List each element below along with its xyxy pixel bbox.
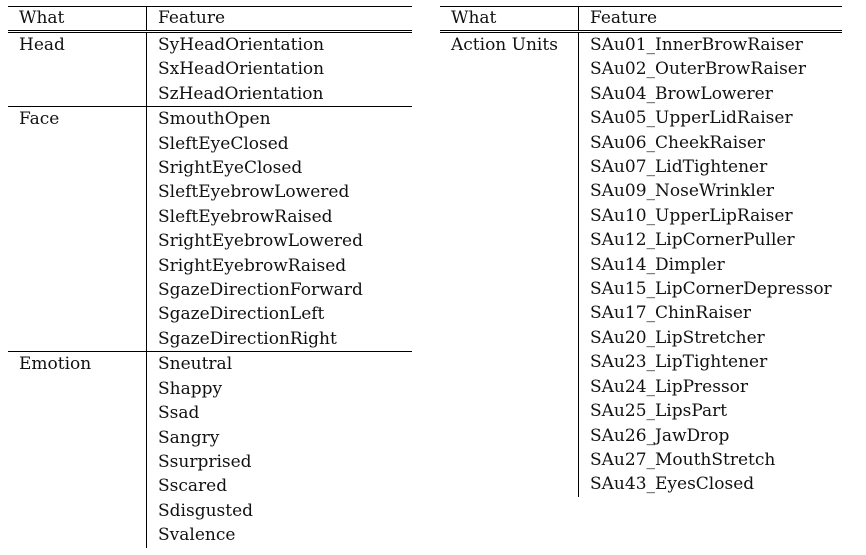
- feature-name: SAu43_EyesClosed: [579, 472, 843, 496]
- header-what: What: [8, 7, 147, 32]
- group-label: [440, 228, 579, 252]
- feature-name: SAu20_LipStretcher: [579, 326, 843, 350]
- feature-name: SAu07_LidTightener: [579, 155, 843, 179]
- feature-name: SAu09_NoseWrinkler: [579, 179, 843, 203]
- table-row: [440, 472, 842, 496]
- feature-name: SAu12_LipCornerPuller: [579, 228, 843, 252]
- table-row: [440, 179, 842, 203]
- table-row: [8, 426, 412, 450]
- feature-name: SrightEyebrowLowered: [147, 229, 413, 253]
- table-row: [8, 327, 412, 352]
- table-row: [8, 302, 412, 326]
- header-feature: Feature: [147, 7, 413, 32]
- feature-table-left: [8, 6, 412, 548]
- table-body: [8, 32, 412, 548]
- feature-name: SzHeadOrientation: [147, 82, 413, 107]
- feature-name: SmouthOpen: [147, 107, 413, 132]
- group-label: Face: [8, 107, 147, 132]
- feature-name: SAu17_ChinRaiser: [579, 301, 843, 325]
- table-row: [8, 156, 412, 180]
- table-row: [440, 424, 842, 448]
- table-row: [8, 377, 412, 401]
- group-label: [8, 132, 147, 156]
- table-body: [440, 32, 842, 497]
- table-row: [440, 448, 842, 472]
- table-row: [440, 204, 842, 228]
- table-row: [8, 254, 412, 278]
- feature-name: SAu10_UpperLipRaiser: [579, 204, 843, 228]
- feature-name: SAu04_BrowLowerer: [579, 82, 843, 106]
- table-row: [440, 82, 842, 106]
- table-row: [8, 352, 412, 377]
- group-label: Emotion: [8, 352, 147, 377]
- feature-name: Ssad: [147, 401, 413, 425]
- feature-name: Sscared: [147, 474, 413, 498]
- table-row: [440, 253, 842, 277]
- table-row: [8, 523, 412, 547]
- table-row: [8, 57, 412, 81]
- feature-name: SgazeDirectionLeft: [147, 302, 413, 326]
- table-row: [440, 155, 842, 179]
- feature-name: SAu24_LipPressor: [579, 375, 843, 399]
- feature-name: SrightEyeClosed: [147, 156, 413, 180]
- group-label: [8, 426, 147, 450]
- feature-table-right: [440, 6, 842, 497]
- group-label: [440, 131, 579, 155]
- feature-name: SAu14_Dimpler: [579, 253, 843, 277]
- feature-name: SAu06_CheekRaiser: [579, 131, 843, 155]
- group-label: [440, 277, 579, 301]
- group-label: [440, 448, 579, 472]
- feature-name: SgazeDirectionForward: [147, 278, 413, 302]
- feature-name: Sangry: [147, 426, 413, 450]
- group-label: [8, 82, 147, 107]
- table-row: [440, 399, 842, 423]
- feature-name: SleftEyebrowRaised: [147, 205, 413, 229]
- group-label: Head: [19, 35, 65, 55]
- group-label: [440, 253, 579, 277]
- group-label: [8, 180, 147, 204]
- group-label: [8, 327, 147, 352]
- feature-name: SyHeadOrientation: [147, 32, 413, 58]
- table-row: [440, 301, 842, 325]
- table-row: [440, 326, 842, 350]
- group-label: [440, 424, 579, 448]
- group-label: [440, 204, 579, 228]
- group-label: [440, 155, 579, 179]
- feature-name: Svalence: [147, 523, 413, 547]
- feature-name: SAu05_UpperLidRaiser: [579, 106, 843, 130]
- group-label: [440, 399, 579, 423]
- group-label: [8, 57, 147, 81]
- group-label: [440, 82, 579, 106]
- table-row: [440, 131, 842, 155]
- group-label: [440, 375, 579, 399]
- group-label: [8, 278, 147, 302]
- table-row: [440, 228, 842, 252]
- group-label: [440, 57, 579, 81]
- group-label: [8, 205, 147, 229]
- feature-name: SAu25_LipsPart: [579, 399, 843, 423]
- group-label: [8, 302, 147, 326]
- group-label: [8, 377, 147, 401]
- feature-name: SxHeadOrientation: [147, 57, 413, 81]
- feature-name: Sdisgusted: [147, 499, 413, 523]
- group-label: [8, 523, 147, 547]
- table-row: [8, 205, 412, 229]
- feature-name: SleftEyeClosed: [147, 132, 413, 156]
- feature-name: Ssurprised: [147, 450, 413, 474]
- table-row: [8, 82, 412, 107]
- group-label: [440, 326, 579, 350]
- header-feature: Feature: [579, 7, 843, 32]
- header-row: [440, 7, 842, 32]
- table-row: [8, 180, 412, 204]
- group-label: [440, 179, 579, 203]
- group-label: [8, 401, 147, 425]
- feature-name: SAu01_InnerBrowRaiser: [579, 32, 843, 58]
- feature-name: SAu27_MouthStretch: [579, 448, 843, 472]
- group-label: Action Units: [451, 35, 558, 55]
- feature-name: SrightEyebrowRaised: [147, 254, 413, 278]
- group-label: [8, 254, 147, 278]
- table-row: [8, 229, 412, 253]
- table-row: [8, 450, 412, 474]
- group-label: [8, 474, 147, 498]
- header-what: What: [440, 7, 579, 32]
- group-label: [8, 156, 147, 180]
- table-row: [8, 32, 412, 58]
- feature-name: Shappy: [147, 377, 413, 401]
- feature-name: Sneutral: [147, 352, 413, 377]
- table-row: [440, 32, 842, 58]
- table-row: [440, 106, 842, 130]
- table-row: [8, 278, 412, 302]
- feature-name: SgazeDirectionRight: [147, 327, 413, 352]
- table-row: [8, 132, 412, 156]
- feature-name: SAu23_LipTightener: [579, 350, 843, 374]
- feature-name: SAu15_LipCornerDepressor: [579, 277, 843, 301]
- table-row: [440, 57, 842, 81]
- feature-name: SAu02_OuterBrowRaiser: [579, 57, 843, 81]
- table-row: [8, 401, 412, 425]
- feature-name: SleftEyebrowLowered: [147, 180, 413, 204]
- header-row: [8, 7, 412, 32]
- group-label: [8, 499, 147, 523]
- group-label: [440, 472, 579, 496]
- group-label: [8, 229, 147, 253]
- group-label: [440, 106, 579, 130]
- table-row: [440, 277, 842, 301]
- table-row: [440, 350, 842, 374]
- feature-name: SAu26_JawDrop: [579, 424, 843, 448]
- table-row: [8, 499, 412, 523]
- group-label: [8, 450, 147, 474]
- table-row: [440, 375, 842, 399]
- table-row: [8, 107, 412, 132]
- group-label: [440, 301, 579, 325]
- table-row: [8, 474, 412, 498]
- group-label: [440, 350, 579, 374]
